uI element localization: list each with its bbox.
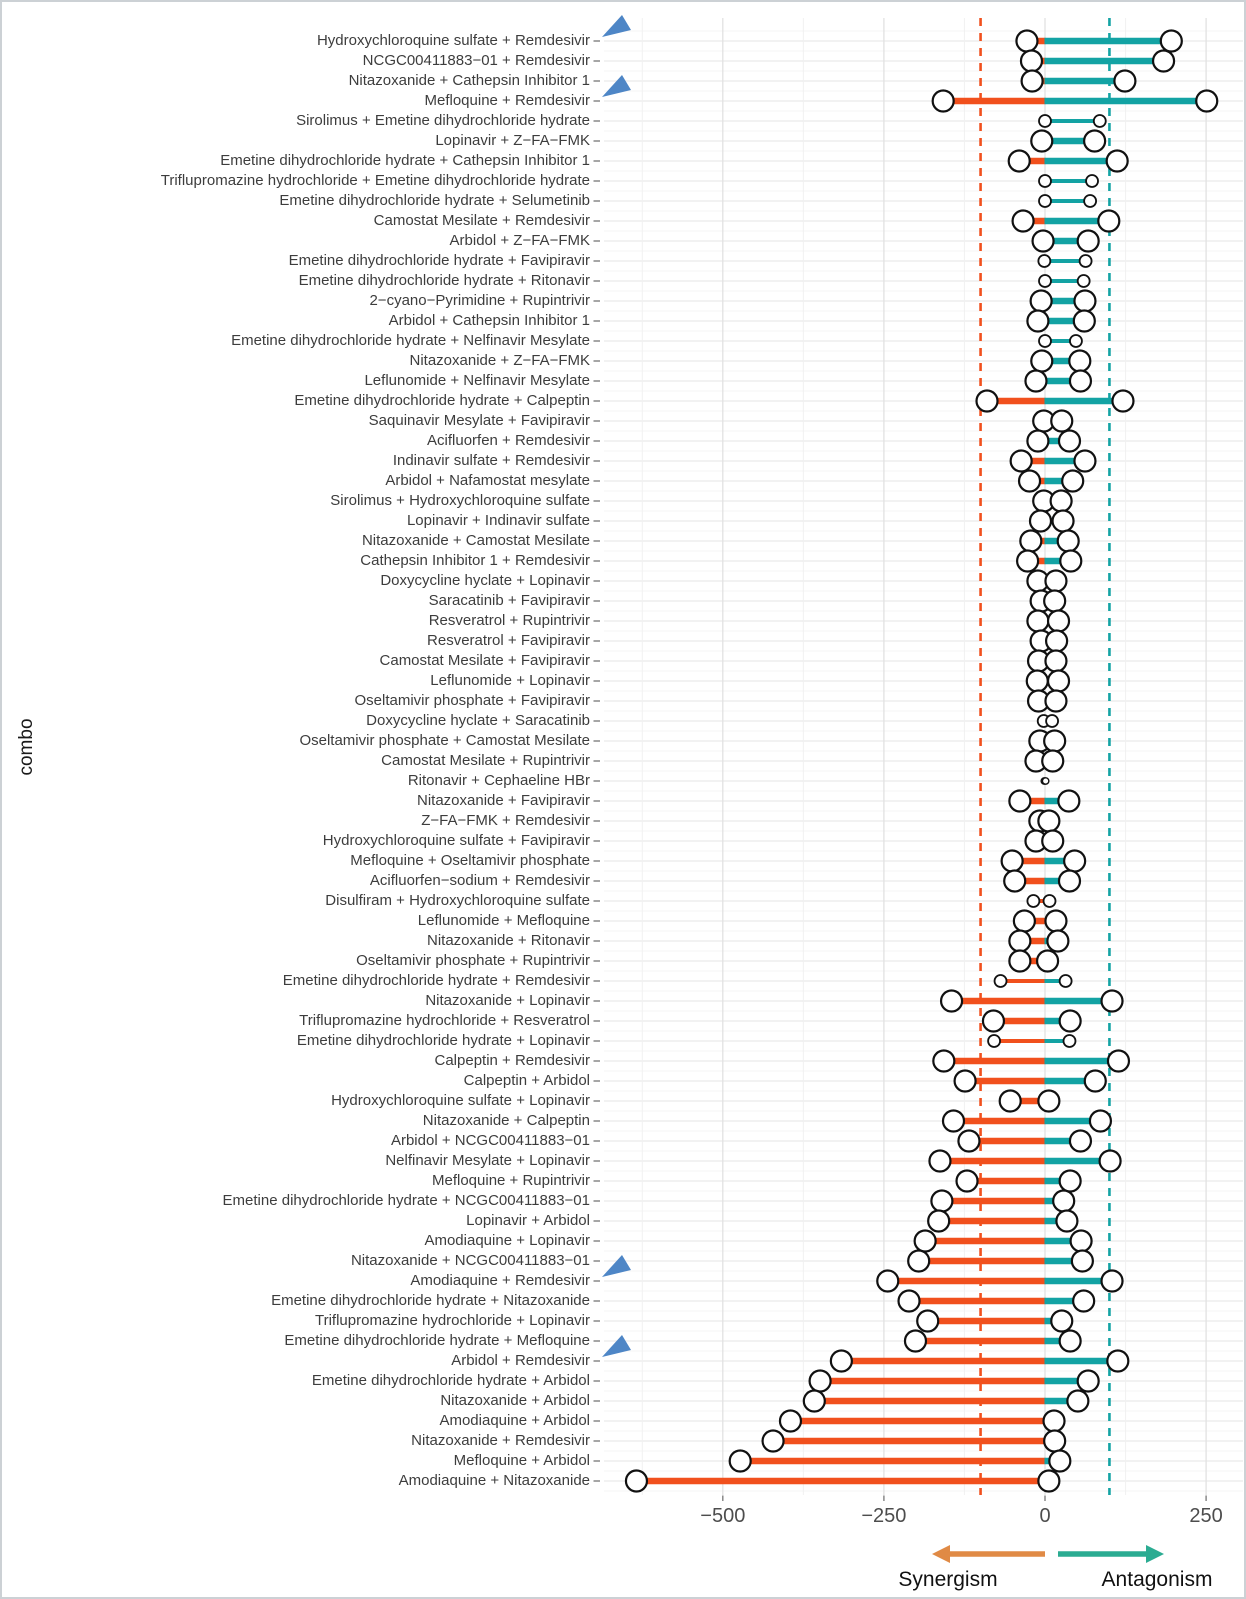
row-label: Lopinavir + Indinavir sulfate bbox=[406, 512, 590, 529]
dumbbell-row bbox=[917, 1311, 1072, 1332]
dumbbell-row bbox=[899, 1291, 1095, 1312]
antagonism-arrow-head-icon bbox=[1146, 1545, 1164, 1563]
min-score-marker bbox=[1027, 671, 1048, 692]
legend-label-synergism: Synergism bbox=[898, 1568, 998, 1591]
min-score-marker bbox=[1009, 791, 1030, 812]
dumbbell-row bbox=[1029, 731, 1065, 752]
max-score-marker bbox=[1053, 511, 1074, 532]
dumbbell-row bbox=[1031, 591, 1066, 612]
max-score-marker bbox=[1112, 391, 1133, 412]
dumbbell-row bbox=[1039, 335, 1082, 347]
dumbbell-row bbox=[988, 1035, 1075, 1047]
dumbbell-row bbox=[957, 1171, 1081, 1192]
dumbbell-row bbox=[1004, 871, 1080, 892]
min-score-marker bbox=[1027, 311, 1048, 332]
min-score-marker bbox=[928, 1211, 949, 1232]
row-label: Mefloquine + Rupintrivir bbox=[432, 1172, 590, 1189]
row-label: Nitazoxanide + Favipiravir bbox=[417, 792, 590, 809]
max-score-marker bbox=[1056, 1211, 1077, 1232]
dumbbell-row bbox=[1039, 175, 1098, 187]
max-score-marker bbox=[1060, 1011, 1081, 1032]
max-score-marker bbox=[1070, 371, 1091, 392]
min-score-marker bbox=[1009, 951, 1030, 972]
min-score-marker bbox=[957, 1171, 978, 1192]
min-score-marker bbox=[1039, 335, 1051, 347]
row-label: Leflunomide + Mefloquine bbox=[417, 912, 590, 929]
min-score-marker bbox=[810, 1371, 831, 1392]
max-score-marker bbox=[1161, 31, 1182, 52]
row-label: Nitazoxanide + Ritonavir bbox=[426, 932, 590, 949]
row-label: Ritonavir + Cephaeline HBr bbox=[407, 772, 590, 789]
max-score-marker bbox=[1090, 1111, 1111, 1132]
row-label: Z−FA−FMK + Remdesivir bbox=[421, 812, 590, 829]
x-tick-label: 250 bbox=[1189, 1505, 1223, 1527]
min-score-marker bbox=[908, 1251, 929, 1272]
max-score-marker bbox=[1044, 1411, 1065, 1432]
dumbbell-row bbox=[1025, 371, 1090, 392]
min-score-marker bbox=[1039, 195, 1051, 207]
dumbbell-row bbox=[983, 1011, 1081, 1032]
min-score-marker bbox=[929, 1151, 950, 1172]
row-label: Arbidol + Remdesivir bbox=[451, 1352, 590, 1369]
row-label: Emetine dihydrochloride hydrate + Ritonavir bbox=[298, 272, 590, 289]
max-score-marker bbox=[1051, 1311, 1072, 1332]
dumbbell-row bbox=[1013, 211, 1120, 232]
dumbbell-row bbox=[1000, 1091, 1060, 1112]
dumbbell-row bbox=[1030, 511, 1074, 532]
max-score-marker bbox=[1064, 851, 1085, 872]
row-label: Emetine dihydrochloride hydrate + Favipiravir bbox=[288, 252, 590, 269]
dumbbell-row bbox=[931, 1191, 1074, 1212]
min-score-marker bbox=[831, 1351, 852, 1372]
row-label: Hydroxychloroquine sulfate + Lopinavir bbox=[331, 1092, 590, 1109]
min-score-marker bbox=[780, 1411, 801, 1432]
chart-canvas bbox=[2, 2, 1246, 1599]
max-score-marker bbox=[1074, 291, 1095, 312]
max-score-marker bbox=[1084, 195, 1096, 207]
dumbbell-row bbox=[908, 1251, 1093, 1272]
min-score-marker bbox=[1019, 471, 1040, 492]
row-label: Amodiaquine + Arbidol bbox=[439, 1412, 590, 1429]
max-score-marker bbox=[1045, 571, 1066, 592]
min-score-marker bbox=[1025, 371, 1046, 392]
max-score-marker bbox=[1060, 975, 1072, 987]
dumbbell-row bbox=[1025, 751, 1063, 772]
max-score-marker bbox=[1044, 1431, 1065, 1452]
dumbbell-row bbox=[929, 1151, 1120, 1172]
min-score-marker bbox=[1016, 31, 1037, 52]
row-label: Lopinavir + Arbidol bbox=[466, 1212, 590, 1229]
dumbbell-row bbox=[905, 1331, 1081, 1352]
min-score-marker bbox=[933, 91, 954, 112]
max-score-marker bbox=[1098, 211, 1119, 232]
dumbbell-row bbox=[1033, 491, 1071, 512]
row-label: Camostat Mesilate + Remdesivir bbox=[373, 212, 590, 229]
max-score-marker bbox=[1046, 631, 1067, 652]
min-score-marker bbox=[1027, 431, 1048, 452]
min-score-marker bbox=[915, 1231, 936, 1252]
min-score-marker bbox=[943, 1111, 964, 1132]
max-score-marker bbox=[1107, 151, 1128, 172]
min-score-marker bbox=[1013, 211, 1034, 232]
max-score-marker bbox=[1047, 931, 1068, 952]
dumbbell-row bbox=[1027, 431, 1080, 452]
max-score-marker bbox=[1042, 831, 1063, 852]
dumbbell-row bbox=[1031, 131, 1105, 152]
highlight-arrow-icon bbox=[602, 15, 631, 37]
min-score-marker bbox=[1009, 931, 1030, 952]
max-score-marker bbox=[1045, 651, 1066, 672]
dumbbell-row bbox=[928, 1211, 1077, 1232]
dumbbell-row bbox=[1039, 195, 1096, 207]
dumbbell-row bbox=[955, 1071, 1106, 1092]
max-score-marker bbox=[1078, 231, 1099, 252]
legend-label-antagonism: Antagonism bbox=[1101, 1568, 1213, 1591]
min-score-marker bbox=[1031, 131, 1052, 152]
row-label: Indinavir sulfate + Remdesivir bbox=[392, 452, 590, 469]
row-label: Nitazoxanide + Cathepsin Inhibitor 1 bbox=[348, 72, 590, 89]
max-score-marker bbox=[1071, 1231, 1092, 1252]
max-score-marker bbox=[1048, 671, 1069, 692]
max-score-marker bbox=[1102, 1271, 1123, 1292]
max-score-marker bbox=[1073, 1291, 1094, 1312]
max-score-marker bbox=[1100, 1151, 1121, 1172]
row-label: Cathepsin Inhibitor 1 + Remdesivir bbox=[360, 552, 590, 569]
row-label: Emetine dihydrochloride hydrate + Cathepsin Inhibitor 1 bbox=[220, 152, 590, 169]
min-score-marker bbox=[1033, 231, 1054, 252]
min-score-marker bbox=[988, 1035, 1000, 1047]
dumbbell-row bbox=[943, 1111, 1111, 1132]
row-label: Nitazoxanide + Remdesivir bbox=[411, 1432, 590, 1449]
row-label: Saquinavir Mesylate + Favipiravir bbox=[368, 412, 590, 429]
min-score-marker bbox=[917, 1311, 938, 1332]
dumbbell-row bbox=[1039, 275, 1090, 287]
max-score-marker bbox=[1038, 811, 1059, 832]
row-label: Arbidol + Z−FA−FMK bbox=[449, 232, 590, 249]
row-label: Emetine dihydrochloride hydrate + NCGC00411883−01 bbox=[222, 1192, 590, 1209]
min-score-marker bbox=[1027, 895, 1039, 907]
dumbbell-row bbox=[1021, 51, 1174, 72]
dumbbell-row bbox=[1011, 451, 1096, 472]
max-score-marker bbox=[1060, 1331, 1081, 1352]
min-score-marker bbox=[1039, 175, 1051, 187]
max-score-marker bbox=[1094, 115, 1106, 127]
max-score-marker bbox=[1070, 335, 1082, 347]
min-score-marker bbox=[1027, 611, 1048, 632]
dumbbell-row bbox=[1025, 831, 1063, 852]
max-score-marker bbox=[1080, 255, 1092, 267]
row-label: Leflunomide + Nelfinavir Mesylate bbox=[364, 372, 590, 389]
row-label: Triflupromazine hydrochloride + Emetine dihydrochloride hydrate bbox=[160, 172, 590, 189]
dumbbell-row bbox=[1027, 611, 1069, 632]
row-label: Arbidol + NCGC00411883−01 bbox=[390, 1132, 590, 1149]
min-score-marker bbox=[933, 1051, 954, 1072]
min-score-marker bbox=[763, 1431, 784, 1452]
max-score-marker bbox=[1196, 91, 1217, 112]
max-score-marker bbox=[1058, 531, 1079, 552]
dumbbell-row bbox=[1009, 151, 1128, 172]
max-score-marker bbox=[1070, 1131, 1091, 1152]
dumbbell-row bbox=[1031, 631, 1067, 652]
row-label: Oseltamivir phosphate + Rupintrivir bbox=[356, 952, 590, 969]
min-score-marker bbox=[1031, 291, 1052, 312]
max-score-marker bbox=[1059, 431, 1080, 452]
dumbbell-row bbox=[1038, 255, 1091, 267]
max-score-marker bbox=[1048, 611, 1069, 632]
highlight-arrow-icon bbox=[602, 75, 631, 97]
dumbbell-row bbox=[763, 1431, 1066, 1452]
min-score-marker bbox=[1039, 275, 1051, 287]
row-label: Nitazoxanide + NCGC00411883−01 bbox=[350, 1252, 590, 1269]
synergism-arrow-head-icon bbox=[932, 1545, 950, 1563]
min-score-marker bbox=[899, 1291, 920, 1312]
min-score-marker bbox=[1009, 151, 1030, 172]
max-score-marker bbox=[1069, 351, 1090, 372]
min-score-marker bbox=[1014, 911, 1035, 932]
max-score-marker bbox=[1058, 791, 1079, 812]
max-score-marker bbox=[1067, 1391, 1088, 1412]
row-label: Resveratrol + Rupintrivir bbox=[428, 612, 590, 629]
min-score-marker bbox=[626, 1471, 647, 1492]
row-label: Amodiaquine + Remdesivir bbox=[410, 1272, 590, 1289]
max-score-marker bbox=[1051, 491, 1072, 512]
row-label: Sirolimus + Emetine dihydrochloride hydrate bbox=[296, 112, 590, 129]
min-score-marker bbox=[977, 391, 998, 412]
max-score-marker bbox=[1107, 1351, 1128, 1372]
row-label: Camostat Mesilate + Favipiravir bbox=[379, 652, 590, 669]
row-label: Nitazoxanide + Camostat Mesilate bbox=[361, 532, 590, 549]
dumbbell-row bbox=[1028, 691, 1066, 712]
row-label: Nitazoxanide + Lopinavir bbox=[425, 992, 590, 1009]
max-score-marker bbox=[1044, 731, 1065, 752]
max-score-marker bbox=[1060, 1171, 1081, 1192]
dumbbell-row bbox=[1041, 778, 1049, 784]
dumbbell-row bbox=[1031, 351, 1090, 372]
row-label: Emetine dihydrochloride hydrate + Remdesivir bbox=[282, 972, 590, 989]
row-label: Resveratrol + Favipiravir bbox=[427, 632, 590, 649]
row-label: Triflupromazine hydrochloride + Lopinavir bbox=[315, 1312, 590, 1329]
row-label: Emetine dihydrochloride hydrate + Lopinavir bbox=[296, 1032, 590, 1049]
row-label: Hydroxychloroquine sulfate + Favipiravir bbox=[322, 832, 590, 849]
min-score-marker bbox=[877, 1271, 898, 1292]
row-label: NCGC00411883−01 + Remdesivir bbox=[362, 52, 590, 69]
y-axis-title: combo bbox=[16, 718, 37, 776]
max-score-marker bbox=[1086, 175, 1098, 187]
max-score-marker bbox=[1114, 71, 1135, 92]
max-score-marker bbox=[1074, 311, 1095, 332]
dumbbell-row bbox=[933, 1051, 1129, 1072]
min-score-marker bbox=[730, 1451, 751, 1472]
max-score-marker bbox=[1063, 1035, 1075, 1047]
min-score-marker bbox=[1021, 51, 1042, 72]
max-score-marker bbox=[1042, 751, 1063, 772]
max-score-marker bbox=[1045, 691, 1066, 712]
max-score-marker bbox=[1042, 778, 1048, 784]
min-score-marker bbox=[995, 975, 1007, 987]
x-tick-label: −250 bbox=[861, 1505, 907, 1527]
dumbbell-row bbox=[730, 1451, 1071, 1472]
row-label: Doxycycline hyclate + Saracatinib bbox=[366, 712, 590, 729]
dumbbell-row bbox=[915, 1231, 1092, 1252]
dumbbell-row bbox=[1029, 811, 1059, 832]
dumbbell-row bbox=[877, 1271, 1122, 1292]
max-score-marker bbox=[1074, 451, 1095, 472]
row-label: Calpeptin + Remdesivir bbox=[434, 1052, 590, 1069]
dumbbell-row bbox=[1017, 551, 1081, 572]
dumbbell-row bbox=[941, 991, 1122, 1012]
max-score-marker bbox=[1085, 1071, 1106, 1092]
min-score-marker bbox=[1000, 1091, 1021, 1112]
max-score-marker bbox=[1059, 871, 1080, 892]
row-label: Oseltamivir phosphate + Favipiravir bbox=[354, 692, 590, 709]
max-score-marker bbox=[1078, 275, 1090, 287]
row-label: Calpeptin + Arbidol bbox=[463, 1072, 590, 1089]
dumbbell-row bbox=[1027, 571, 1066, 592]
min-score-marker bbox=[1011, 451, 1032, 472]
min-score-marker bbox=[1039, 115, 1051, 127]
row-label: Nelfinavir Mesylate + Lopinavir bbox=[385, 1152, 590, 1169]
dumbbell-row bbox=[1020, 531, 1078, 552]
max-score-marker bbox=[1045, 911, 1066, 932]
max-score-marker bbox=[1108, 1051, 1129, 1072]
highlight-arrow-icon bbox=[602, 1255, 631, 1277]
dumbbell-row bbox=[1009, 951, 1058, 972]
min-score-marker bbox=[931, 1191, 952, 1212]
row-label: Emetine dihydrochloride hydrate + Nitazoxanide bbox=[271, 1292, 590, 1309]
max-score-marker bbox=[1038, 1471, 1059, 1492]
dumbbell-row bbox=[995, 975, 1072, 987]
dumbbell-row bbox=[1027, 671, 1069, 692]
dumbbell-row bbox=[1027, 895, 1055, 907]
dumbbell-row bbox=[1038, 715, 1058, 727]
max-score-marker bbox=[1049, 1451, 1070, 1472]
x-tick-label: 0 bbox=[1039, 1505, 1051, 1527]
row-label: Emetine dihydrochloride hydrate + Mefloquine bbox=[284, 1332, 590, 1349]
row-label: Doxycycline hyclate + Lopinavir bbox=[380, 572, 590, 589]
dumbbell-row bbox=[1031, 291, 1096, 312]
row-label: Emetine dihydrochloride hydrate + Arbidol bbox=[311, 1372, 590, 1389]
max-score-marker bbox=[1046, 715, 1058, 727]
max-score-marker bbox=[1072, 1251, 1093, 1272]
dumbbell-row bbox=[1014, 911, 1067, 932]
max-score-marker bbox=[1084, 131, 1105, 152]
row-label: Emetine dihydrochloride hydrate + Calpeptin bbox=[294, 392, 590, 409]
row-label: Nitazoxanide + Arbidol bbox=[440, 1392, 590, 1409]
min-score-marker bbox=[941, 991, 962, 1012]
max-score-marker bbox=[1060, 551, 1081, 572]
row-label: Acifluorfen−sodium + Remdesivir bbox=[369, 872, 590, 889]
max-score-marker bbox=[1053, 1191, 1074, 1212]
min-score-marker bbox=[804, 1391, 825, 1412]
row-label: 2−cyano−Pyrimidine + Rupintrivir bbox=[369, 292, 590, 309]
dumbbell-row bbox=[626, 1471, 1059, 1492]
max-score-marker bbox=[1153, 51, 1174, 72]
min-score-marker bbox=[1038, 255, 1050, 267]
row-label: Disulfiram + Hydroxychloroquine sulfate bbox=[325, 892, 590, 909]
dumbbell-row bbox=[810, 1371, 1099, 1392]
row-label: Camostat Mesilate + Rupintrivir bbox=[381, 752, 590, 769]
dumbbell-row bbox=[1002, 851, 1086, 872]
row-label: Mefloquine + Remdesivir bbox=[424, 92, 590, 109]
dumbbell-row bbox=[1039, 115, 1106, 127]
min-score-marker bbox=[1030, 511, 1051, 532]
max-score-marker bbox=[1044, 895, 1056, 907]
row-label: Mefloquine + Oseltamivir phosphate bbox=[350, 852, 590, 869]
row-label: Mefloquine + Arbidol bbox=[453, 1452, 590, 1469]
row-label: Acifluorfen + Remdesivir bbox=[427, 432, 590, 449]
row-label: Hydroxychloroquine sulfate + Remdesivir bbox=[316, 32, 590, 49]
dumbbell-row bbox=[1009, 931, 1068, 952]
row-label: Nitazoxanide + Calpeptin bbox=[422, 1112, 590, 1129]
dumbbell-row bbox=[958, 1131, 1090, 1152]
row-label: Emetine dihydrochloride hydrate + Selumetinib bbox=[279, 192, 590, 209]
max-score-marker bbox=[1038, 1091, 1059, 1112]
dumbbell-row bbox=[1022, 71, 1136, 92]
dumbbell-row bbox=[804, 1391, 1089, 1412]
row-label: Lopinavir + Z−FA−FMK bbox=[435, 132, 590, 149]
dumbbell-row bbox=[933, 91, 1218, 112]
row-label: Sirolimus + Hydroxychloroquine sulfate bbox=[330, 492, 590, 509]
max-score-marker bbox=[1037, 951, 1058, 972]
min-score-marker bbox=[1017, 551, 1038, 572]
row-label: Amodiaquine + Nitazoxanide bbox=[398, 1472, 590, 1489]
dumbbell-row bbox=[780, 1411, 1065, 1432]
max-score-marker bbox=[1078, 1371, 1099, 1392]
highlight-arrow-icon bbox=[602, 1335, 631, 1357]
row-label: Amodiaquine + Lopinavir bbox=[424, 1232, 590, 1249]
min-score-marker bbox=[955, 1071, 976, 1092]
max-score-marker bbox=[1102, 991, 1123, 1012]
row-label: Triflupromazine hydrochloride + Resveratrol bbox=[299, 1012, 590, 1029]
min-score-marker bbox=[1002, 851, 1023, 872]
x-tick-label: −500 bbox=[700, 1505, 746, 1527]
min-score-marker bbox=[1020, 531, 1041, 552]
min-score-marker bbox=[1031, 351, 1052, 372]
dumbbell-row bbox=[1016, 31, 1181, 52]
max-score-marker bbox=[1062, 471, 1083, 492]
row-label: Oseltamivir phosphate + Camostat Mesilate bbox=[299, 732, 590, 749]
min-score-marker bbox=[1022, 71, 1043, 92]
min-score-marker bbox=[1004, 871, 1025, 892]
max-score-marker bbox=[1044, 591, 1065, 612]
min-score-marker bbox=[983, 1011, 1004, 1032]
dumbbell-row bbox=[1033, 411, 1072, 432]
min-score-marker bbox=[905, 1331, 926, 1352]
dumbbell-row bbox=[1033, 231, 1099, 252]
row-label: Emetine dihydrochloride hydrate + Nelfinavir Mesylate bbox=[231, 332, 590, 349]
max-score-marker bbox=[1051, 411, 1072, 432]
dumbbell-row bbox=[1027, 311, 1094, 332]
row-label: Arbidol + Nafamostat mesylate bbox=[385, 472, 590, 489]
row-label: Saracatinib + Favipiravir bbox=[428, 592, 590, 609]
min-score-marker bbox=[958, 1131, 979, 1152]
row-label: Nitazoxanide + Z−FA−FMK bbox=[409, 352, 590, 369]
row-label: Arbidol + Cathepsin Inhibitor 1 bbox=[388, 312, 590, 329]
dumbbell-row bbox=[1028, 651, 1066, 672]
dumbbell-row bbox=[1019, 471, 1083, 492]
row-label: Leflunomide + Lopinavir bbox=[430, 672, 590, 689]
